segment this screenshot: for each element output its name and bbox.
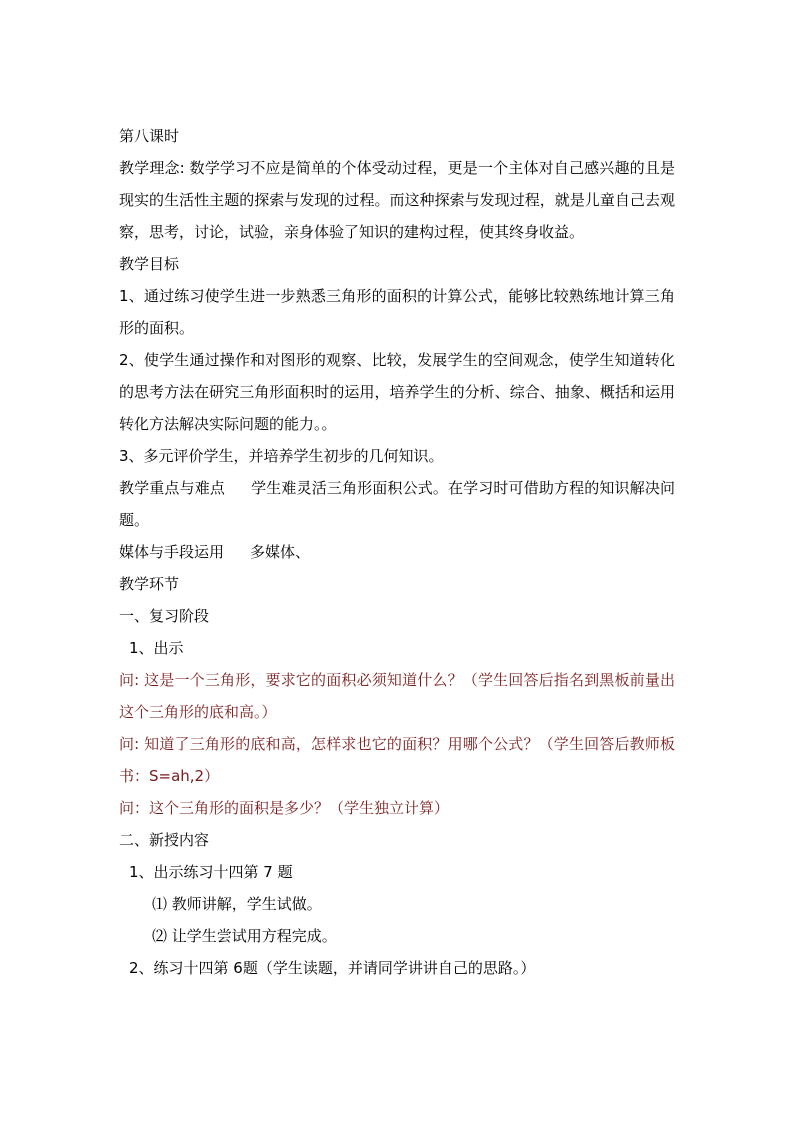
key-points-label: 教学重点与难点: [119, 479, 225, 497]
new-sub-1-item-2: ⑵ 让学生尝试用方程完成。: [152, 927, 337, 945]
key-points-text: 学生难灵活三角形面积公式。在学习时可借助方程的知识解决问题。: [119, 479, 675, 529]
steps-heading: 教学环节: [119, 575, 180, 593]
goal-item-3: 3、多元评价学生，并培养学生初步的几何知识。: [119, 447, 444, 465]
goal-item-1: 1、通过练习使学生进一步熟悉三角形的面积的计算公式，能够比较熟练地计算三角形的面积。: [119, 287, 675, 337]
review-sub-1: 1、出示: [129, 639, 184, 657]
new-sub-2: 2、练习十四第 6题（学生读题，并请同学讲讲自己的思路。）: [129, 959, 536, 977]
new-sub-1-item-1: ⑴ 教师讲解，学生试做。: [152, 895, 322, 913]
section-new-heading: 二、新授内容: [119, 831, 210, 849]
review-question-3: 问：这个三角形的面积是多少？（学生独立计算）: [119, 799, 450, 817]
media-label: 媒体与手段运用: [119, 543, 225, 561]
review-question-1: 问: 这是一个三角形，要求它的面积必须知道什么？（学生回答后指名到黑板前量出这个三角形的底和高。）: [119, 671, 675, 721]
section-review-heading: 一、复习阶段: [119, 607, 210, 625]
teaching-philosophy: 教学理念: 数学学习不应是简单的个体受动过程，更是一个主体对自己感兴趣的且是现实的生活性主题的探索与发现的过程。而这种探索与发现过程，就是儿童自己去观察，思考，讨论，试验，亲身体验了知识的建构过程，使其终身收益。: [119, 159, 675, 241]
lesson-title: 第八课时: [119, 127, 180, 145]
goal-item-2: 2、使学生通过操作和对图形的观察、比较，发展学生的空间观念，使学生知道转化的思考方法在研究三角形面积时的运用，培养学生的分析、综合、抽象、概括和运用转化方法解决实际问题的能力。。: [119, 351, 675, 433]
review-question-2: 问: 知道了三角形的底和高，怎样求也它的面积？用哪个公式？（学生回答后教师板书：S=ah,2）: [119, 735, 675, 785]
key-points: [119, 472, 675, 536]
new-sub-1: 1、出示练习十四第 7 题: [129, 863, 293, 881]
media-line: [119, 536, 675, 568]
document-page: [119, 120, 675, 984]
goals-heading: 教学目标: [119, 255, 180, 273]
media-text: 多媒体、: [250, 543, 311, 561]
